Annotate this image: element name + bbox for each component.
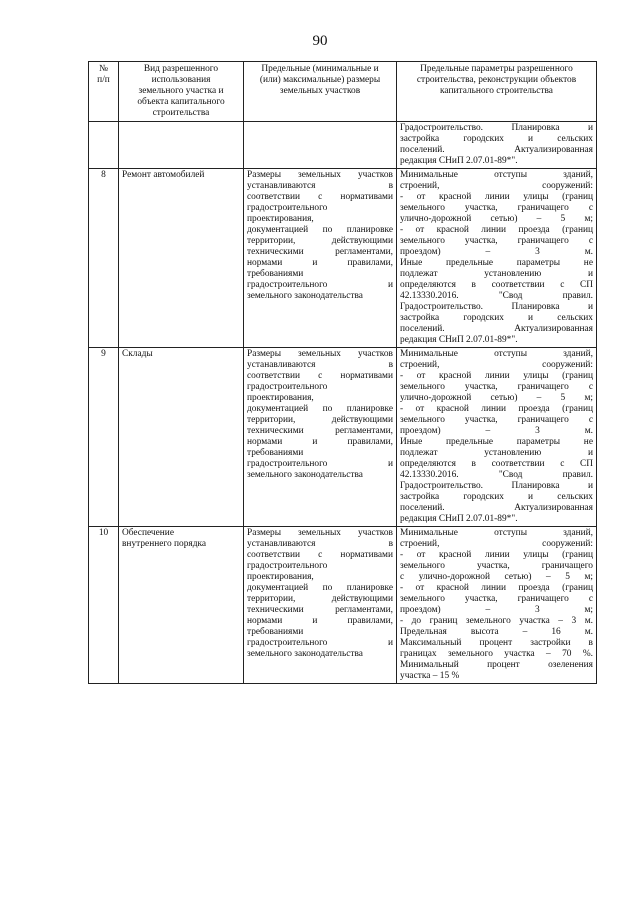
cell-line: проектирования,	[247, 393, 314, 403]
cell-line: проездом) – 3 м;	[400, 605, 593, 615]
cell-line: проездом) – 3 м.	[400, 426, 593, 436]
cell-line: земельных участков	[279, 86, 361, 96]
cell-line: территории, действующими	[247, 594, 393, 604]
cell-line: Предельная высота – 16 м.	[400, 627, 593, 637]
cell-line: поселений. Актуализированная	[400, 145, 593, 155]
cell-line: улично-дорожной сетью) – 5 м;	[400, 393, 593, 403]
table-row	[89, 169, 597, 348]
cell-line: подлежат установлению и	[400, 448, 593, 458]
cell-line: техническими регламентами,	[247, 426, 393, 436]
cell-line: редакция СНиП 2.07.01-89*".	[400, 156, 518, 166]
table-body	[89, 122, 597, 684]
cell-line: земельного законодательства	[247, 291, 363, 301]
cell-line: редакция СНиП 2.07.01-89*".	[400, 514, 518, 524]
cell-line: застройка городских и сельских	[400, 313, 593, 323]
cell-line: Иные предельные параметры не	[400, 437, 593, 447]
permitted-use-cell	[119, 527, 244, 684]
cell-line: 42.13330.2016. "Свод правил.	[400, 291, 593, 301]
cell-line: использования	[151, 75, 211, 85]
cell-line: устанавливаются в	[247, 539, 393, 549]
cell-line: нормами и правилами,	[247, 616, 393, 626]
header-plot-sizes	[244, 62, 397, 122]
cell-line: земельного участка и	[138, 86, 224, 96]
cell-line: соответствии с нормативами	[247, 192, 393, 202]
cell-line: земельного участка, граничащего с	[400, 236, 593, 246]
cell-line: Минимальный процент озеленения	[400, 660, 593, 670]
cell-line: Размеры земельных участков	[247, 170, 393, 180]
table-header-row	[89, 62, 597, 122]
cell-line: Предельные параметры разрешенного	[420, 64, 573, 74]
cell-line: - от красной линии улицы (границ	[400, 192, 593, 202]
cell-line: проектирования,	[247, 214, 314, 224]
cell-line: с улично-дорожной сетью) – 5 м;	[400, 572, 593, 582]
cell-line: градостроительного и	[247, 280, 393, 290]
cell-line: градостроительного	[247, 203, 328, 213]
cell-line: Градостроительство. Планировка и	[400, 481, 593, 491]
plot-size-cell	[244, 122, 397, 169]
cell-line: строений, сооружений:	[400, 181, 593, 191]
cell-line: определяются в соответствии с СП	[400, 459, 593, 469]
cell-line: Градостроительство. Планировка и	[400, 123, 593, 133]
cell-line: Иные предельные параметры не	[400, 258, 593, 268]
cell-line: капитального строительства	[440, 86, 553, 96]
plot-size-cell	[244, 348, 397, 527]
cell-line: строений, сооружений:	[400, 360, 593, 370]
cell-line: территории, действующими	[247, 415, 393, 425]
cell-line: требованиями	[247, 448, 304, 458]
cell-line: редакция СНиП 2.07.01-89*".	[400, 335, 518, 345]
cell-line: Размеры земельных участков	[247, 528, 393, 538]
cell-line: участка – 15 %	[400, 671, 460, 681]
cell-line: документацией по планировке	[247, 225, 393, 235]
cell-line: (или) максимальные) размеры	[259, 75, 381, 85]
cell-line: строительства, реконструкции объектов	[416, 75, 577, 85]
cell-line: устанавливаются в	[247, 181, 393, 191]
cell-line: соответствии с нормативами	[247, 550, 393, 560]
table-row	[89, 122, 597, 169]
cell-line: Ремонт автомобилей	[122, 170, 205, 180]
construction-parameters-cell	[397, 122, 597, 169]
cell-line: поселений. Актуализированная	[400, 503, 593, 513]
plot-size-cell	[244, 527, 397, 684]
construction-parameters-cell	[397, 527, 597, 684]
cell-line: 42.13330.2016. "Свод правил.	[400, 470, 593, 480]
cell-line: улично-дорожной сетью) – 5 м;	[400, 214, 593, 224]
row-number	[89, 122, 119, 169]
table-row	[89, 527, 597, 684]
row-number: 9	[89, 348, 119, 527]
header-construction-parameters	[397, 62, 597, 122]
cell-line: Минимальные отступы зданий,	[400, 349, 593, 359]
cell-line: земельного законодательства	[247, 649, 363, 659]
cell-line: Склады	[122, 349, 153, 359]
cell-line: застройка городских и сельских	[400, 492, 593, 502]
cell-line: градостроительного и	[247, 459, 393, 469]
cell-line: земельного участка, граничащего с	[400, 594, 593, 604]
cell-line: - от красной линии улицы (границ	[400, 371, 593, 381]
cell-line: земельного участка, граничащего с	[400, 415, 593, 425]
header-number	[89, 62, 119, 122]
cell-line: нормами и правилами,	[247, 437, 393, 447]
cell-line: градостроительного	[247, 382, 328, 392]
cell-line: соответствии с нормативами	[247, 371, 393, 381]
cell-line: устанавливаются в	[247, 360, 393, 370]
plot-size-cell	[244, 169, 397, 348]
cell-line: объекта капитального	[137, 97, 225, 107]
permitted-use-cell	[119, 169, 244, 348]
cell-line: градостроительного и	[247, 638, 393, 648]
cell-line: территории, действующими	[247, 236, 393, 246]
cell-line: Обеспечение	[122, 528, 174, 538]
cell-line: земельного законодательства	[247, 470, 363, 480]
regulations-table	[88, 61, 597, 684]
cell-line: подлежат установлению и	[400, 269, 593, 279]
cell-line: документацией по планировке	[247, 404, 393, 414]
row-number: 8	[89, 169, 119, 348]
construction-parameters-cell	[397, 169, 597, 348]
cell-line: - до границ земельного участка – 3 м.	[400, 616, 593, 626]
cell-line: поселений. Актуализированная	[400, 324, 593, 334]
construction-parameters-cell	[397, 348, 597, 527]
cell-line: - от красной линии проезда (границ	[400, 583, 593, 593]
header-permitted-use	[119, 62, 244, 122]
cell-line: нормами и правилами,	[247, 258, 393, 268]
cell-line: определяются в соответствии с СП	[400, 280, 593, 290]
cell-line: границах земельного участка – 70 %.	[400, 649, 593, 659]
cell-line: п/п	[97, 75, 110, 85]
cell-line: земельного участка, граничащего с	[400, 382, 593, 392]
cell-line: Вид разрешенного	[143, 64, 219, 74]
permitted-use-cell	[119, 348, 244, 527]
cell-line: документацией по планировке	[247, 583, 393, 593]
cell-line: Градостроительство. Планировка и	[400, 302, 593, 312]
row-number: 10	[89, 527, 119, 684]
cell-line: №	[99, 64, 108, 74]
cell-line: Минимальные отступы зданий,	[400, 528, 593, 538]
cell-line: земельного участка, граничащего с	[400, 203, 593, 213]
cell-line: внутреннего порядка	[122, 539, 207, 549]
cell-line: - от красной линии улицы (границ	[400, 550, 593, 560]
cell-line: земельного участка, граничащего	[400, 561, 593, 571]
page-number: 90	[312, 33, 328, 49]
cell-line: Максимальный процент застройки в	[400, 638, 593, 648]
permitted-use-cell	[119, 122, 244, 169]
cell-line: требованиями	[247, 269, 304, 279]
cell-line: техническими регламентами,	[247, 605, 393, 615]
cell-line: техническими регламентами,	[247, 247, 393, 257]
cell-line: Предельные (минимальные и	[261, 64, 379, 74]
cell-line: требованиями	[247, 627, 304, 637]
cell-line: застройка городских и сельских	[400, 134, 593, 144]
cell-line: - от красной линии проезда (границ	[400, 225, 593, 235]
cell-line: проездом) – 3 м.	[400, 247, 593, 257]
cell-line: Минимальные отступы зданий,	[400, 170, 593, 180]
cell-line: Размеры земельных участков	[247, 349, 393, 359]
cell-line: строений, сооружений:	[400, 539, 593, 549]
table-row	[89, 348, 597, 527]
cell-line: строительства	[152, 108, 210, 118]
cell-line: проектирования,	[247, 572, 314, 582]
cell-line: - от красной линии проезда (границ	[400, 404, 593, 414]
cell-line: градостроительного	[247, 561, 328, 571]
